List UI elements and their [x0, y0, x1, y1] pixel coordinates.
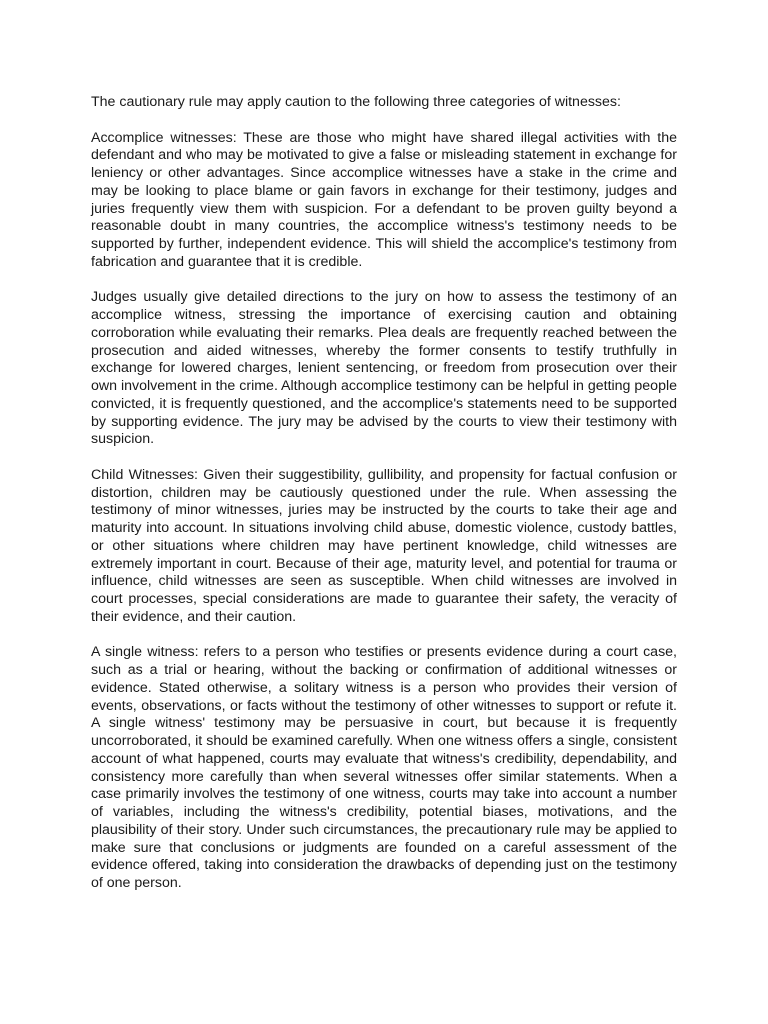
- child-witnesses-paragraph: Child Witnesses: Given their suggestibility, gullibility, and propensity for factual confusion or distortion, children may be cautiously questioned under the rule. When assessing the testimony of minor witnesses, juries may be instructed by the courts to take their age and maturity into account. In situations involving child abuse, domestic violence, custody battles, or other situations where children may have pertinent knowledge, child witnesses are extremely important in court. Because of their age, maturity level, and potential for trauma or influence, child witnesses are seen as susceptible. When child witnesses are involved in court processes, special considerations are made to guarantee their safety, the veracity of their evidence, and their caution.: [91, 466, 677, 625]
- intro-paragraph: The cautionary rule may apply caution to the following three categories of witnesses:: [91, 94, 621, 110]
- document-body: [91, 94, 677, 911]
- accomplice-witnesses-paragraph: Accomplice witnesses: These are those who might have shared illegal activities with the defendant and who may be motivated to give a false or misleading statement in exchange for leniency or other advantages. Since accomplice witnesses have a stake in the crime and may be looking to place blame or gain favors in exchange for their testimony, judges and juries frequently view them with suspicion. For a defendant to be proven guilty beyond a reasonable doubt in many countries, the accomplice witness's testimony needs to be supported by further, independent evidence. This will shield the accomplice's testimony from fabrication and guarantee that it is credible.: [91, 129, 677, 270]
- single-witness-paragraph: A single witness: refers to a person who testifies or presents evidence during a court case, such as a trial or hearing, without the backing or confirmation of additional witnesses or evidence. Stated otherwise, a solitary witness is a person who provides their version of events, observations, or facts without the testimony of other witnesses to support or refute it. A single witness' testimony may be persuasive in court, but because it is frequently uncorroborated, it should be examined carefully. When one witness offers a single, consistent account of what happened, courts may evaluate that witness's credibility, dependability, and consistency more carefully than when several witnesses offer similar statements. When a case primarily involves the testimony of one witness, courts may take into account a number of variables, including the witness's credibility, potential biases, motivations, and the plausibility of their story. Under such circumstances, the precautionary rule may be applied to make sure that conclusions or judgments are founded on a careful assessment of the evidence offered, taking into consideration the drawbacks of depending just on the testimony of one person.: [91, 644, 677, 891]
- jury-directions-paragraph: Judges usually give detailed directions to the jury on how to assess the testimony of an accomplice witness, stressing the importance of exercising caution and obtaining corroboration while evaluating their remarks. Plea deals are frequently reached between the prosecution and aided witnesses, whereby the former consents to testify truthfully in exchange for lowered charges, lenient sentencing, or freedom from prosecution over their own involvement in the crime. Although accomplice testimony can be helpful in getting people convicted, it is frequently questioned, and the accomplice's statements need to be supported by supporting evidence. The jury may be advised by the courts to view their testimony with suspicion.: [91, 289, 677, 448]
